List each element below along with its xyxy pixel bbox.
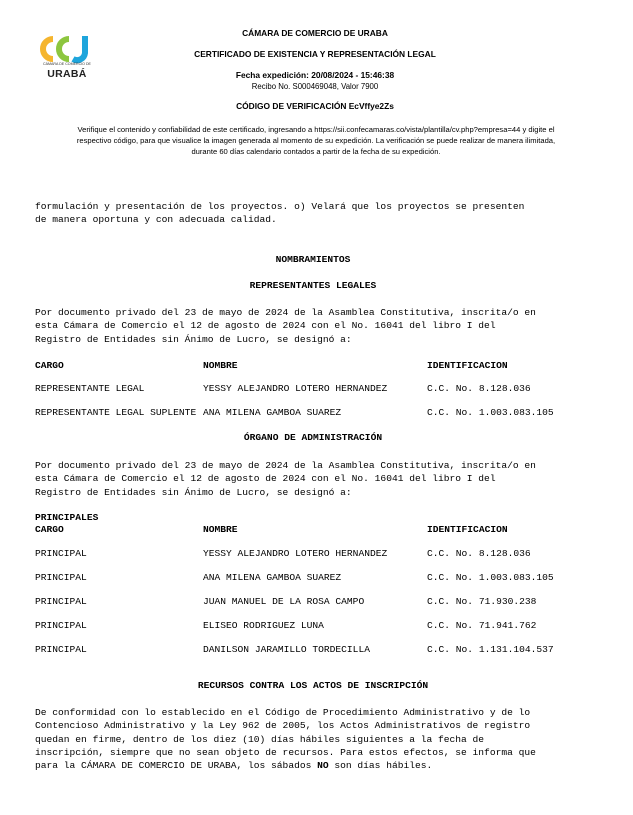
cell-nombre: ANA MILENA GAMBOA SUAREZ (203, 572, 342, 583)
recursos-paragraph (35, 706, 591, 772)
col-nombre: NOMBRE (203, 524, 238, 535)
col-nombre: NOMBRE (203, 360, 238, 371)
table-row (35, 644, 595, 657)
text-run: son días hábiles. (328, 760, 433, 772)
principales-heading: PRINCIPALES (35, 512, 99, 523)
text-line: inscripción, siempre que no sean objeto de recursos. Para estos efectos, se informa que (35, 746, 536, 758)
col-identificacion: IDENTIFICACION (427, 360, 508, 371)
cell-cargo: PRINCIPAL (35, 572, 87, 583)
text-line: Registro de Entidades sin Ánimo de Lucro, se designó a: (35, 486, 352, 498)
text-line: Contencioso Administrativo y la Ley 962 de 2005, los Actos Administrativos de registro (35, 720, 531, 732)
section-recursos: RECURSOS CONTRA LOS ACTOS DE INSCRIPCIÓN (197, 680, 429, 691)
intro-paragraph (35, 200, 591, 227)
text-line (35, 759, 591, 772)
logo-name: URABÁ (47, 68, 87, 80)
cell-nombre: ELISEO RODRIGUEZ LUNA (203, 620, 324, 631)
verification-code: CÓDIGO DE VERIFICACIÓN EcVffye2Zs (236, 101, 394, 111)
cell-cargo: PRINCIPAL (35, 596, 87, 607)
document-title: CERTIFICADO DE EXISTENCIA Y REPRESENTACIÓN LEGAL (194, 49, 436, 59)
cell-id: C.C. No. 8.128.036 (427, 548, 531, 559)
text-line: de manera oportuna y con adecuada calidad. (35, 214, 277, 226)
table-header (35, 360, 595, 373)
cell-nombre: JUAN MANUEL DE LA ROSA CAMPO (203, 596, 365, 607)
cell-id: C.C. No. 1.003.083.105 (427, 407, 554, 418)
text-line: Por documento privado del 23 de mayo de 2024 de la Asamblea Constitutiva, inscrita/o en (35, 307, 536, 318)
table-row (35, 596, 595, 609)
cell-id: C.C. No. 71.941.762 (427, 620, 537, 631)
verification-notice (32, 124, 600, 157)
section-organo: ÓRGANO DE ADMINISTRACIÓN (243, 432, 383, 443)
table-row (35, 620, 595, 633)
cell-nombre: YESSY ALEJANDRO LOTERO HERNANDEZ (203, 548, 388, 559)
section-representantes: REPRESENTANTES LEGALES (249, 280, 377, 291)
chamber-name: CÁMARA DE COMERCIO DE URABA (242, 28, 388, 38)
issue-date: Fecha expedición: 20/08/2024 - 15:46:38 (235, 70, 395, 80)
table-row (35, 383, 595, 396)
cell-id: C.C. No. 71.930.238 (427, 596, 537, 607)
cell-nombre: YESSY ALEJANDRO LOTERO HERNANDEZ (203, 383, 388, 394)
cell-id: C.C. No. 1.003.083.105 (427, 572, 554, 583)
logo-c-yellow (43, 39, 53, 59)
text-line: Por documento privado del 23 de mayo de 2024 de la Asamblea Constitutiva, inscrita/o en (35, 460, 536, 471)
text-line: esta Cámara de Comercio el 12 de agosto de 2024 con el No. 16041 del libro I del (35, 473, 496, 485)
cell-id: C.C. No. 8.128.036 (427, 383, 531, 394)
text-line: quedan en firme, dentro de los diez (10) días hábiles siguientes a la fecha de (35, 733, 485, 745)
cell-cargo: REPRESENTANTE LEGAL SUPLENTE (35, 407, 197, 418)
designation-paragraph-2 (35, 459, 591, 499)
section-nombramientos: NOMBRAMIENTOS (275, 254, 351, 265)
verify-line: Verifique el contenido y confiabilidad de este certificado, ingresando a https://sii.confecamaras.co/vista/plantilla/cv.php?empresa=44 y digite el (77, 125, 555, 134)
table-header (35, 524, 595, 537)
verify-line: durante 60 días calendario contados a partir de la fecha de su expedición. (191, 147, 441, 156)
table-row (35, 572, 595, 585)
text-line: De conformidad con lo establecido en el Código de Procedimiento Administrativo y de lo (35, 707, 531, 718)
verify-line: respectivo código, para que visualice la imagen generada al momento de su expedición. La verificación se puede realizar de manera ilimitada, (76, 136, 556, 145)
emphasis-no: NO (317, 760, 329, 772)
logo-c-green (59, 39, 69, 59)
text-line: formulación y presentación de los proyectos. o) Velará que los proyectos se presenten (35, 201, 525, 212)
text-line: esta Cámara de Comercio el 12 de agosto de 2024 con el No. 16041 del libro I del (35, 320, 496, 332)
cell-cargo: PRINCIPAL (35, 620, 87, 631)
cell-id: C.C. No. 1.131.104.537 (427, 644, 554, 655)
cell-cargo: PRINCIPAL (35, 548, 87, 559)
col-cargo: CARGO (35, 360, 64, 371)
text-run: para la CÁMARA DE COMERCIO DE URABA, los sábados (35, 760, 318, 772)
logo-caption: CÁMARA DE COMERCIO DE (43, 62, 91, 66)
logo-j-blue (73, 36, 85, 60)
text-line: Registro de Entidades sin Ánimo de Lucro, se designó a: (35, 333, 352, 345)
cell-cargo: PRINCIPAL (35, 644, 87, 655)
cell-nombre: ANA MILENA GAMBOA SUAREZ (203, 407, 342, 418)
col-identificacion: IDENTIFICACION (427, 524, 508, 535)
table-row (35, 548, 595, 561)
designation-paragraph-1 (35, 306, 591, 346)
col-cargo: CARGO (35, 524, 64, 535)
cell-cargo: REPRESENTANTE LEGAL (35, 383, 145, 394)
cell-nombre: DANILSON JARAMILLO TORDECILLA (203, 644, 370, 655)
receipt-info: Recibo No. S000469048, Valor 7900 (251, 82, 379, 91)
table-row (35, 407, 595, 420)
